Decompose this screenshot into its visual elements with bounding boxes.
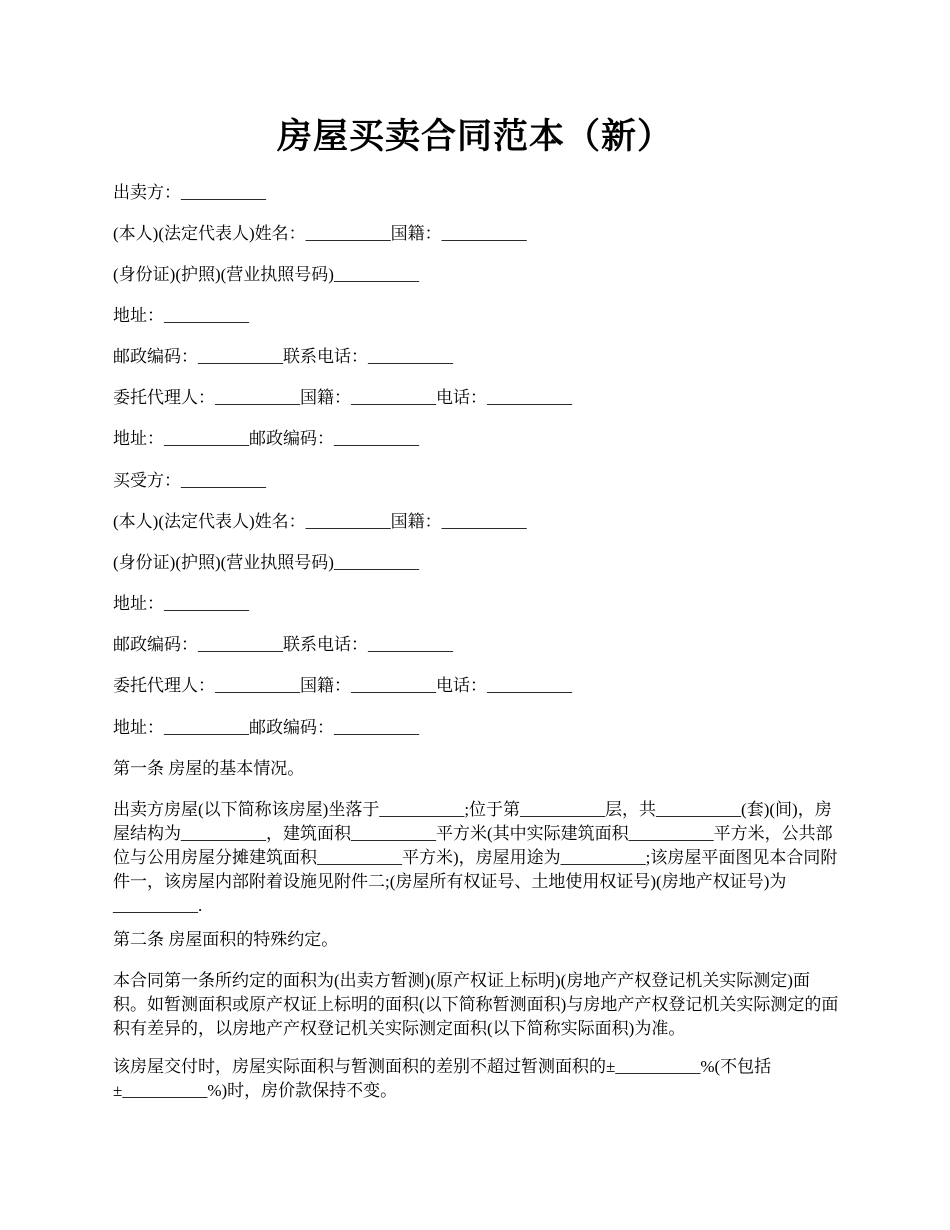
buyer-line: 买受方：__________ [113, 471, 266, 490]
buyer-address-line: 地址：__________ [113, 594, 249, 613]
seller-postal-phone-line: 邮政编码：__________联系电话：__________ [113, 347, 453, 366]
seller-agent-line: 委托代理人：__________国籍：__________电话：__________ [113, 388, 572, 407]
article1-heading: 第一条 房屋的基本情况。 [113, 759, 305, 778]
article2-body: 本合同第一条所约定的面积为(出卖方暂测)(原产权证上标明)(房地产产权登记机关实际测定)面积。如暂测面积或原产权证上标明的面积(以下简称暂测面积)与房地产产权登记机关实际测定的面积有差异的，以房地产产权登记机关实际测定面积(以下简称实际面积)为准。 [113, 971, 839, 1038]
seller-address-line: 地址：__________ [113, 306, 249, 325]
buyer-id-line: (身份证)(护照)(营业执照号码)__________ [113, 553, 419, 572]
article2-heading: 第二条 房屋面积的特殊约定。 [113, 930, 339, 949]
seller-line: 出卖方：__________ [113, 183, 266, 202]
document-title: 房屋买卖合同范本（新） [276, 117, 673, 156]
buyer-postal-phone-line: 邮政编码：__________联系电话：__________ [113, 635, 453, 654]
article2-tolerance-paragraph: 该房屋交付时，房屋实际面积与暂测面积的差别不超过暂测面积的±__________%(不包括±__________%)时，房价款保持不变。 [113, 1057, 772, 1100]
seller-agent-address-line: 地址：__________邮政编码：__________ [113, 429, 419, 448]
buyer-agent-address-line: 地址：__________邮政编码：__________ [113, 718, 419, 737]
seller-name-nationality-line: (本人)(法定代表人)姓名：__________国籍：__________ [113, 224, 527, 243]
buyer-agent-line: 委托代理人：__________国籍：__________电话：__________ [113, 676, 572, 695]
seller-id-line: (身份证)(护照)(营业执照号码)__________ [113, 265, 419, 284]
buyer-name-nationality-line: (本人)(法定代表人)姓名：__________国籍：__________ [113, 512, 527, 531]
article1-body: 出卖方房屋(以下简称该房屋)坐落于__________;位于第__________层，共__________(套)(间)，房屋结构为__________，建筑面积__________平方米(其中实际建筑面积__________平方米，公共部位与公用房屋分摊建筑面积__________平方米)，房屋用途为__________;该房屋平面图见本合同附件一，该房屋内部附着设施见附件二;(房屋所有权证号、土地使用权证号)(房地产权证号)为__________. [113, 800, 838, 915]
